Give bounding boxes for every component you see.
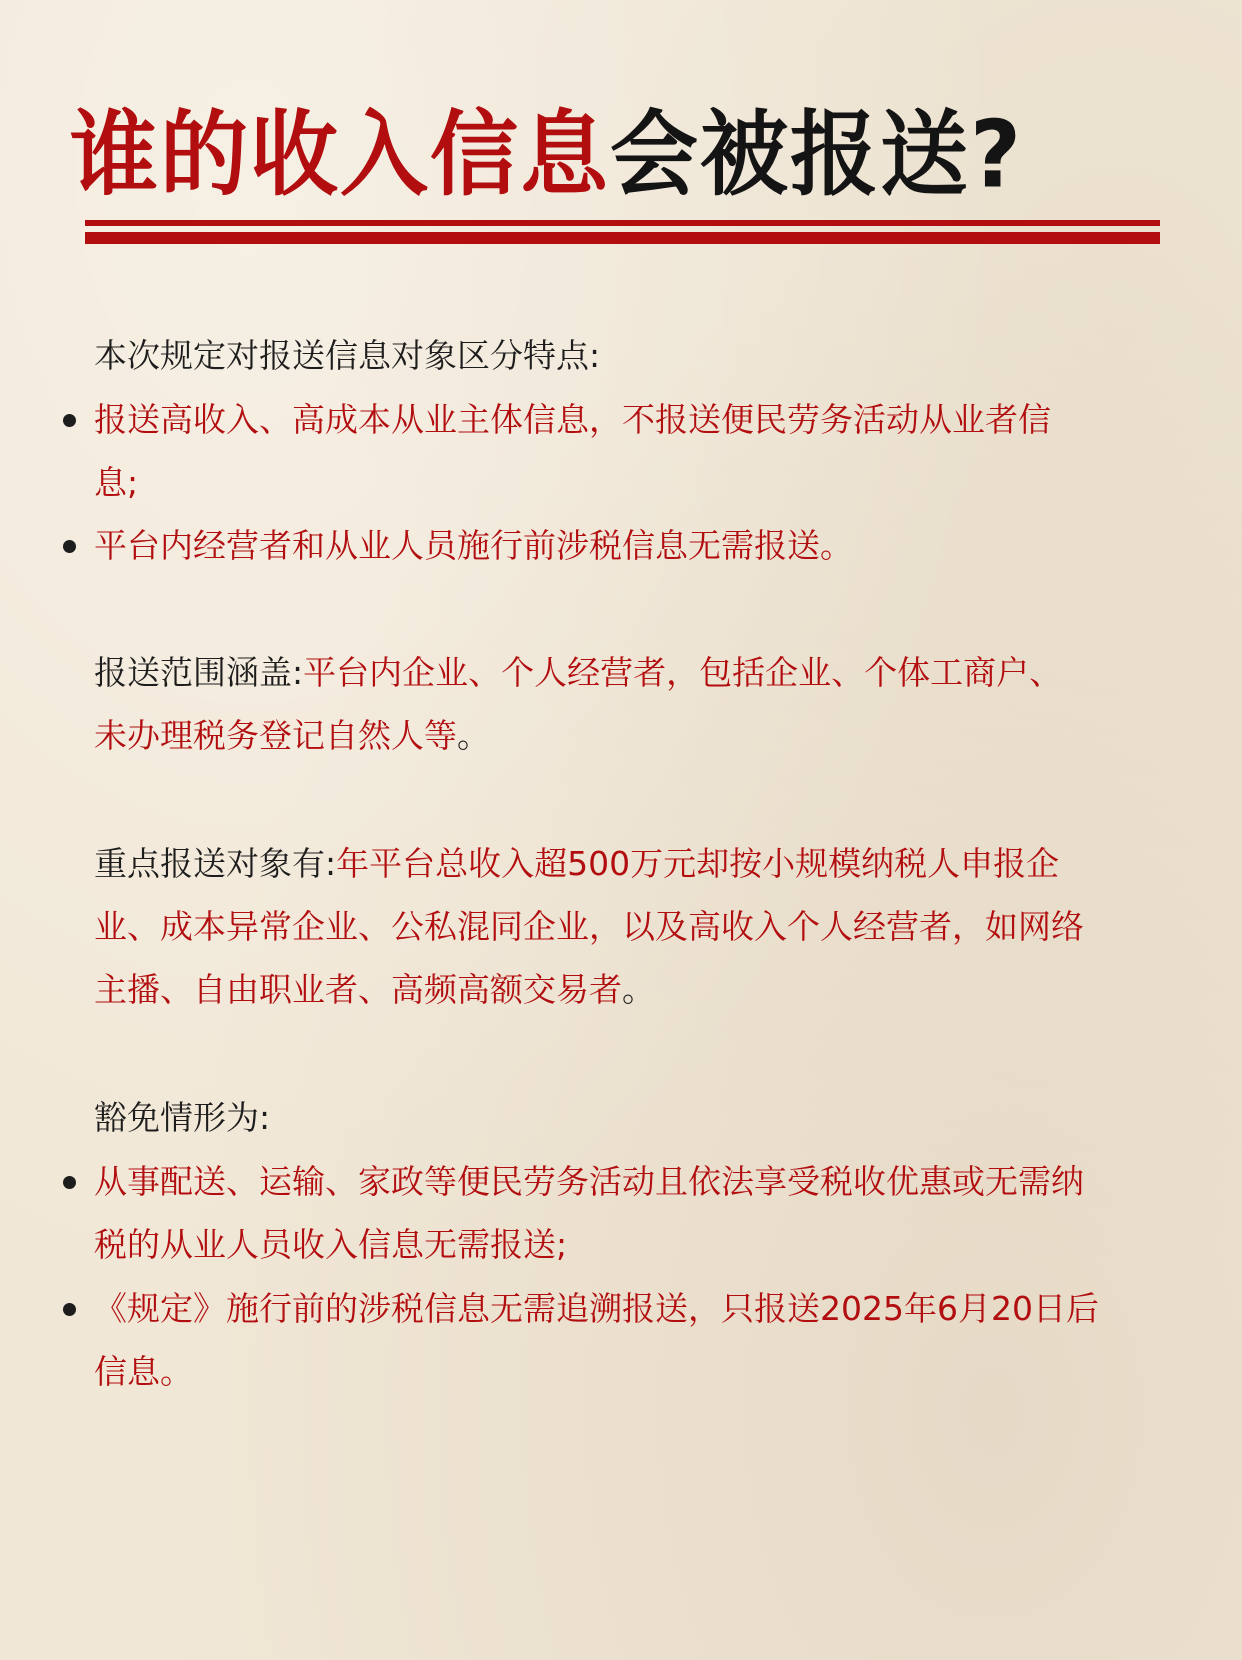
bullet-dot [63, 414, 76, 427]
section4-bullet1-line1: 从事配送、运输、家政等便民劳务活动且依法享受税收优惠或无需纳 [94, 1162, 1084, 1201]
section1-bullet1-line1: 报送高收入、高成本从业主体信息，不报送便民劳务活动从业者信 [94, 400, 1051, 439]
section4-bullet1-line2: 税的从业人员收入信息无需报送; [94, 1225, 568, 1264]
title-underline-thin [85, 220, 1160, 226]
section4-bullet2-line1: 《规定》施行前的涉税信息无需追溯报送，只报送2025年6月20日后 [94, 1289, 1099, 1328]
section2-text-line2: 未办理税务登记自然人等 [94, 716, 457, 755]
title-black-part: 会被报送? [610, 100, 1024, 209]
section1-bullet2-line1: 平台内经营者和从业人员施行前涉税信息无需报送。 [94, 526, 853, 565]
section1-bullet1-line2: 息; [94, 463, 139, 502]
section2-line2 [94, 715, 490, 757]
page-title [70, 97, 1180, 213]
bullet-dot [63, 1303, 76, 1316]
section4-bullet2-line2: 信息。 [94, 1352, 193, 1391]
section2-line1 [94, 652, 1062, 694]
section3-label: 重点报送对象有: [94, 844, 337, 883]
title-underline-thick [85, 232, 1160, 244]
section3-text-line1: 年平台总收入超500万元却按小规模纳税人申报企 [336, 844, 1060, 883]
section3-text-line2: 业、成本异常企业、公私混同企业，以及高收入个人经营者，如网络 [94, 907, 1084, 946]
section2-text-line1: 平台内企业、个人经营者，包括企业、个体工商户、 [303, 653, 1063, 692]
bullet-dot [63, 1176, 76, 1189]
section3-line1 [94, 843, 1059, 885]
bullet-dot [63, 540, 76, 553]
section2-label: 报送范围涵盖: [94, 653, 304, 692]
section1-heading: 本次规定对报送信息对象区分特点: [94, 336, 601, 375]
section3-line3 [94, 969, 655, 1011]
section3-text-end: 。 [622, 970, 655, 1009]
title-red-part: 谁的收入信息 [70, 100, 611, 209]
section4-heading: 豁免情形为: [94, 1098, 271, 1137]
section3-text-line3: 主播、自由职业者、高频高额交易者 [94, 970, 622, 1009]
section2-text-end: 。 [457, 716, 490, 755]
